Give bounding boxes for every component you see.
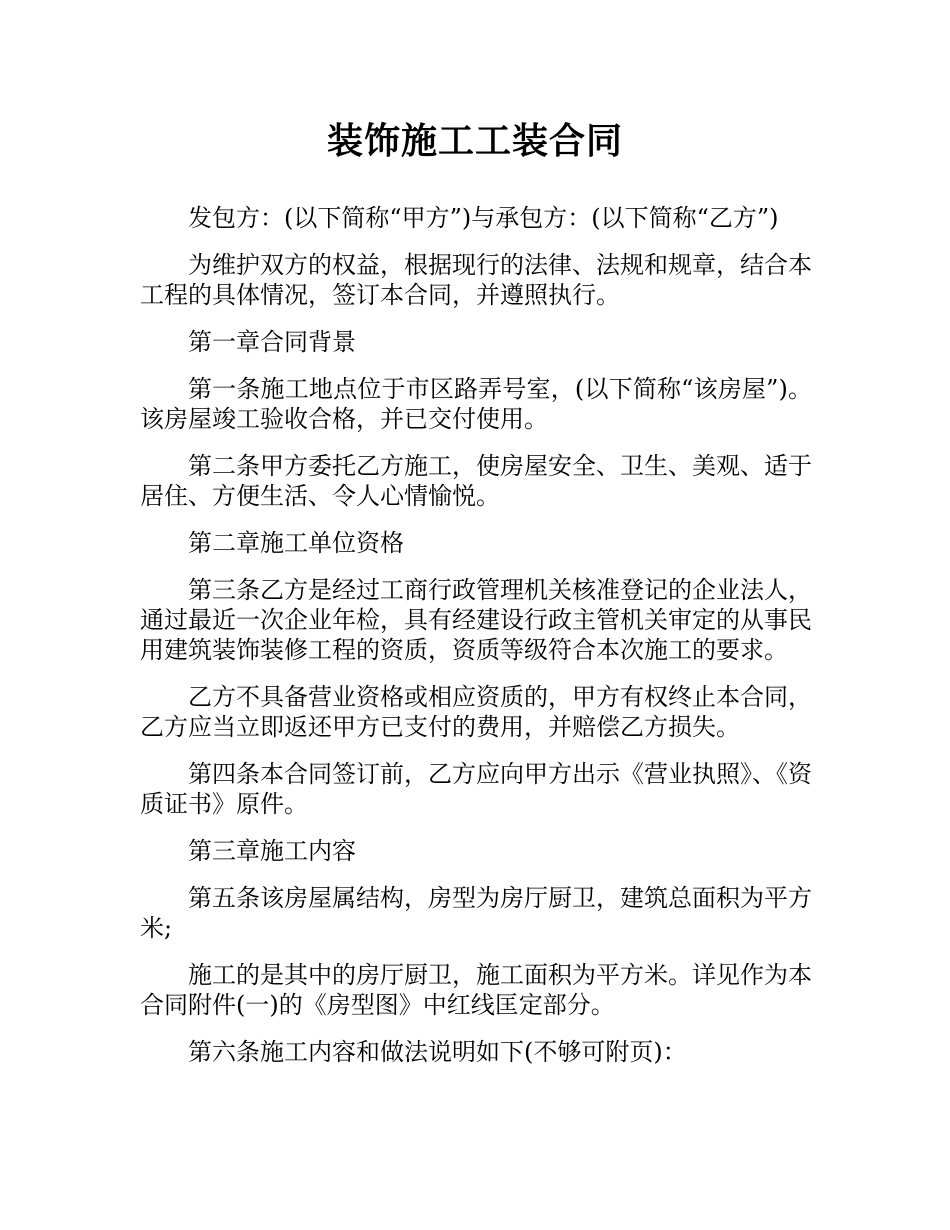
- paragraph-purpose: 为维护双方的权益，根据现行的法律、法规和规章，结合本工程的具体情况，签订本合同，并遵照执行。: [140, 251, 812, 309]
- paragraph-parties: 发包方：(以下简称“甲方”)与承包方：(以下简称“乙方”): [188, 204, 779, 232]
- article-4: 第四条本合同签订前，乙方应向甲方出示《营业执照》、《资质证书》原件。: [140, 760, 812, 818]
- chapter-heading-3: 第三章施工内容: [188, 837, 356, 865]
- chapter-heading-1: 第一章合同背景: [188, 328, 356, 356]
- article-1: 第一条施工地点位于市区路弄号室，(以下简称“该房屋”)。该房屋竣工验收合格，并已交付使用。: [140, 375, 812, 433]
- document-title: 装饰施工工装合同: [326, 121, 623, 162]
- article-5: 第五条该房屋属结构，房型为房厅厨卫，建筑总面积为平方米;: [140, 884, 812, 942]
- article-2: 第二条甲方委托乙方施工，使房屋安全、卫生、美观、适于居住、方便生活、令人心情愉悦。: [140, 452, 812, 510]
- document-body: [140, 203, 812, 1084]
- article-3-clause: 乙方不具备营业资格或相应资质的，甲方有权终止本合同，乙方应当立即返还甲方已支付的费用，并赔偿乙方损失。: [140, 683, 812, 741]
- article-3: 第三条乙方是经过工商行政管理机关核准登记的企业法人，通过最近一次企业年检，具有经建设行政主管机关审定的从事民用建筑装饰装修工程的资质，资质等级符合本次施工的要求。: [140, 576, 812, 664]
- chapter-heading-2: 第二章施工单位资格: [188, 529, 404, 557]
- article-5-clause: 施工的是其中的房厅厨卫，施工面积为平方米。详见作为本合同附件(一)的《房型图》中红线匡定部分。: [140, 961, 812, 1019]
- article-6: 第六条施工内容和做法说明如下(不够可附页)：: [188, 1038, 687, 1066]
